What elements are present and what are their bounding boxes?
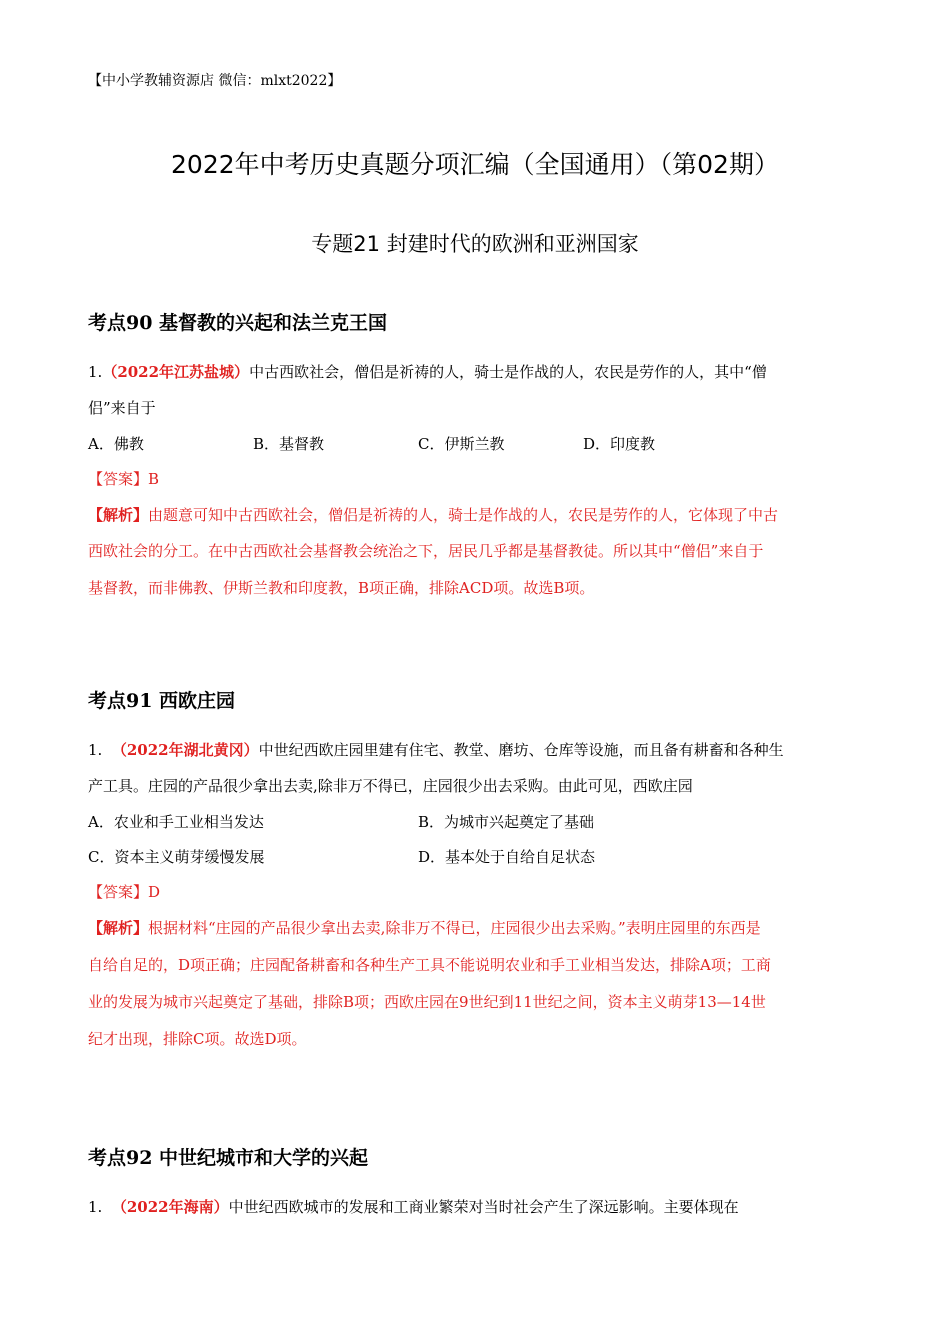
- question-source: （2022年湖北黄冈）: [111, 741, 259, 759]
- question-number: 1.: [88, 741, 103, 759]
- document-title: 2022年中考历史真题分项汇编（全国通用）（第02期）: [171, 150, 779, 179]
- option-b: B．基督教: [253, 435, 325, 453]
- document-subtitle: 专题21 封建时代的欧洲和亚洲国家: [311, 232, 639, 256]
- question-text: 中古西欧社会，僧侣是祈祷的人，骑士是作战的人，农民是劳作的人，其中“僧: [249, 363, 767, 381]
- analysis-line: 基督教，而非佛教、伊斯兰教和印度教，B项正确，排除ACD项。故选B项。: [88, 579, 595, 597]
- analysis-line: [88, 504, 778, 525]
- analysis-label: 【解析】: [88, 919, 149, 937]
- section-heading-92: 考点92 中世纪城市和大学的兴起: [88, 1147, 369, 1169]
- question-number: 1.: [88, 363, 103, 381]
- section-heading-91: 考点91 西欧庄园: [88, 690, 236, 712]
- option-a: A．佛教: [88, 435, 144, 453]
- option-c: C．伊斯兰教: [418, 435, 505, 453]
- option-d: D．基本处于自给自足状态: [418, 848, 596, 866]
- option-d: D．印度教: [583, 435, 656, 453]
- question-line: 产工具。庄园的产品很少拿出去卖,除非万不得已，庄园很少出去采购。由此可见，西欧庄园: [88, 777, 693, 795]
- analysis-line: 纪才出现，排除C项。故选D项。: [88, 1030, 307, 1048]
- question-text: 中世纪西欧城市的发展和工商业繁荣对当时社会产生了深远影响。主要体现在: [228, 1198, 739, 1216]
- question-source: （2022年海南）: [111, 1198, 229, 1216]
- analysis-text: 由题意可知中古西欧社会，僧侣是祈祷的人，骑士是作战的人，农民是劳作的人，它体现了中古: [148, 506, 779, 524]
- analysis-line: 业的发展为城市兴起奠定了基础，排除B项；西欧庄园在9世纪到11世纪之间，资本主义萌芽13—14世: [88, 993, 766, 1011]
- question-line: [88, 361, 767, 382]
- answer: 【答案】B: [88, 470, 160, 488]
- option-a: A．农业和手工业相当发达: [88, 813, 264, 831]
- analysis-line: 西欧社会的分工。在中古西欧社会基督教会统治之下，居民几乎都是基督教徒。所以其中“僧侣”来自于: [88, 542, 764, 560]
- analysis-label: 【解析】: [88, 506, 149, 524]
- question-line: 侣”来自于: [88, 399, 156, 417]
- answer: 【答案】D: [88, 883, 161, 901]
- question-line: [88, 1196, 739, 1217]
- question-line: [88, 739, 784, 760]
- analysis-line: 自给自足的，D项正确；庄园配备耕畜和各种生产工具不能说明农业和手工业相当发达，排除A项；工商: [88, 956, 771, 974]
- question-number: 1.: [88, 1198, 103, 1216]
- page-header: 【中小学教辅资源店 微信：mlxt2022】: [88, 73, 342, 89]
- section-heading-90: 考点90 基督教的兴起和法兰克王国: [88, 312, 388, 334]
- question-source: （2022年江苏盐城）: [102, 363, 250, 381]
- option-c: C．资本主义萌芽缓慢发展: [88, 848, 265, 866]
- question-text: 中世纪西欧庄园里建有住宅、教堂、磨坊、仓库等设施，而且备有耕畜和各种生: [258, 741, 784, 759]
- analysis-text: 根据材料“庄园的产品很少拿出去卖,除非万不得已，庄园很少出去采购。”表明庄园里的东西是: [148, 919, 761, 937]
- option-b: B．为城市兴起奠定了基础: [418, 813, 595, 831]
- analysis-line: [88, 917, 761, 938]
